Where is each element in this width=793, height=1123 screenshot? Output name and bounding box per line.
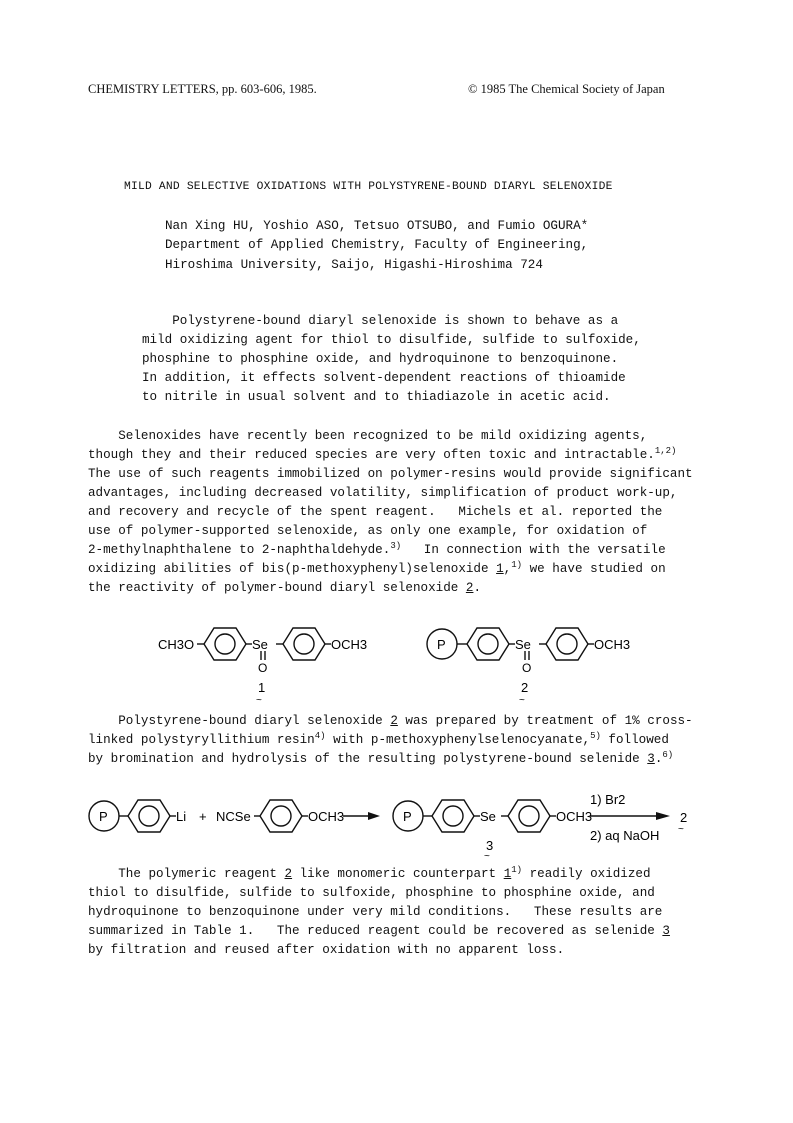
methoxy-group-left: CH3O xyxy=(158,637,195,652)
abstract-line: phosphine to phosphine oxide, and hydroquinone to benzoquinone. xyxy=(142,352,619,366)
body-line: oxidizing abilities of bis(p-methoxyphenyl)selenoxide 1,$^{1)}$ we have studied on xyxy=(88,559,666,576)
body-line: though they and their reduced species are very often toxic and intractable.$^{1,2)}$ xyxy=(88,445,677,462)
compound-number: 2 xyxy=(465,581,474,595)
polymer-bead: P xyxy=(437,637,446,652)
body-line: use of polymer-supported selenoxide, as only one example, for oxidation of xyxy=(88,524,648,538)
body-line: 2-methylnaphthalene to 2-naphthaldehyde.$^{3)}$ In connection with the versatile xyxy=(88,540,666,557)
author-list: Nan Xing HU, Yoshio ASO, Tetsuo OTSUBO, and Fumio OGURA* xyxy=(165,219,589,233)
affiliation-line-1: Department of Applied Chemistry, Faculty of Engineering, xyxy=(165,238,589,252)
underline-tilde: ~ xyxy=(484,851,490,860)
methoxy-group-right: OCH3 xyxy=(331,637,368,652)
abstract-line: mild oxidizing agent for thiol to disulfide, sulfide to sulfoxide, xyxy=(142,333,641,347)
methoxy-group: OCH3 xyxy=(308,809,345,824)
reaction-step-2: 2) aq NaOH xyxy=(590,828,660,843)
selenium-atom: Se xyxy=(252,637,268,652)
plus-sign: + xyxy=(199,809,207,824)
selenium-atom: Se xyxy=(480,809,496,824)
compound-label-2: 2 xyxy=(521,680,529,695)
oxygen-atom: O xyxy=(522,661,532,675)
body-line: the reactivity of polymer-bound diaryl selenoxide 2. xyxy=(88,581,481,595)
body-line: Polystyrene-bound diaryl selenoxide 2 was prepared by treatment of 1% cross- xyxy=(88,714,693,728)
compound-label-1: 1 xyxy=(258,680,266,695)
citation-ref: 3) xyxy=(390,540,402,551)
paper-title: MILD AND SELECTIVE OXIDATIONS WITH POLYSTYRENE-BOUND DIARYL SELENOXIDE xyxy=(124,181,613,193)
selenocyanate-group: NCSe xyxy=(216,809,251,824)
lithium-atom: Li xyxy=(176,809,187,824)
body-line: by filtration and reused after oxidation with no apparent loss. xyxy=(88,943,565,957)
citation-ref: 4) xyxy=(314,730,326,741)
scheme-1-structures xyxy=(0,610,793,710)
polymer-bead: P xyxy=(99,809,108,824)
body-line: Selenoxides have recently been recognized to be mild oxidizing agents, xyxy=(88,429,648,443)
scheme-2-reaction xyxy=(0,780,793,860)
underline-tilde: ~ xyxy=(678,824,684,835)
product-label-2: 2 xyxy=(680,810,688,825)
methoxy-group: OCH3 xyxy=(556,809,593,824)
body-line: linked polystyryllithium resin$^{4)}$ with p-methoxyphenylselenocyanate,$^{5)}$ followed xyxy=(88,730,669,747)
body-line: advantages, including decreased volatility, simplification of product work-up, xyxy=(88,486,678,500)
abstract-line: Polystyrene-bound diaryl selenoxide is shown to behave as a xyxy=(142,314,619,328)
polymer-bead: P xyxy=(403,809,412,824)
compound-number: 3 xyxy=(647,752,655,766)
abstract-line: to nitrile in usual solvent and to thiadiazole in acetic acid. xyxy=(142,390,611,404)
copyright-notice: © 1985 The Chemical Society of Japan xyxy=(468,82,665,96)
methoxy-group: OCH3 xyxy=(594,637,631,652)
body-line: summarized in Table 1. The reduced reagent could be recovered as selenide 3 xyxy=(88,924,670,938)
abstract-line: In addition, it effects solvent-dependent reactions of thioamide xyxy=(142,371,626,385)
citation-ref: 1,2) xyxy=(654,445,677,456)
body-line: The use of such reagents immobilized on polymer-resins would provide significant xyxy=(88,467,693,481)
compound-number: 1 xyxy=(503,867,512,881)
compound-number: 2 xyxy=(390,714,398,728)
body-line: hydroquinone to benzoquinone under very mild conditions. These results are xyxy=(88,905,663,919)
compound-number: 2 xyxy=(284,867,293,881)
body-line: The polymeric reagent 2 like monomeric counterpart 1$^{1)}$ readily oxidized xyxy=(88,864,651,881)
underline-tilde: ~ xyxy=(519,695,525,706)
compound-label-3: 3 xyxy=(486,838,494,853)
citation-ref: 1) xyxy=(511,864,523,875)
citation-ref: 5) xyxy=(590,730,601,741)
body-line: and recovery and recycle of the spent reagent. Michels et al. reported the xyxy=(88,505,663,519)
selenium-atom: Se xyxy=(515,637,531,652)
citation-ref: 6) xyxy=(662,749,674,760)
reaction-step-1: 1) Br2 xyxy=(590,792,626,807)
compound-number: 1 xyxy=(496,562,504,576)
body-line: thiol to disulfide, sulfide to sulfoxide, phosphine to phosphine oxide, and xyxy=(88,886,655,900)
compound-number: 3 xyxy=(662,924,670,938)
citation-ref: 1) xyxy=(511,559,523,570)
affiliation-line-2: Hiroshima University, Saijo, Higashi-Hiroshima 724 xyxy=(165,258,543,272)
journal-citation: CHEMISTRY LETTERS, pp. 603-606, 1985. xyxy=(88,82,317,96)
underline-tilde: ~ xyxy=(256,695,262,706)
oxygen-atom: O xyxy=(258,661,268,675)
body-line: by bromination and hydrolysis of the resulting polystyrene-bound selenide 3.$^{6)}$ xyxy=(88,749,674,766)
